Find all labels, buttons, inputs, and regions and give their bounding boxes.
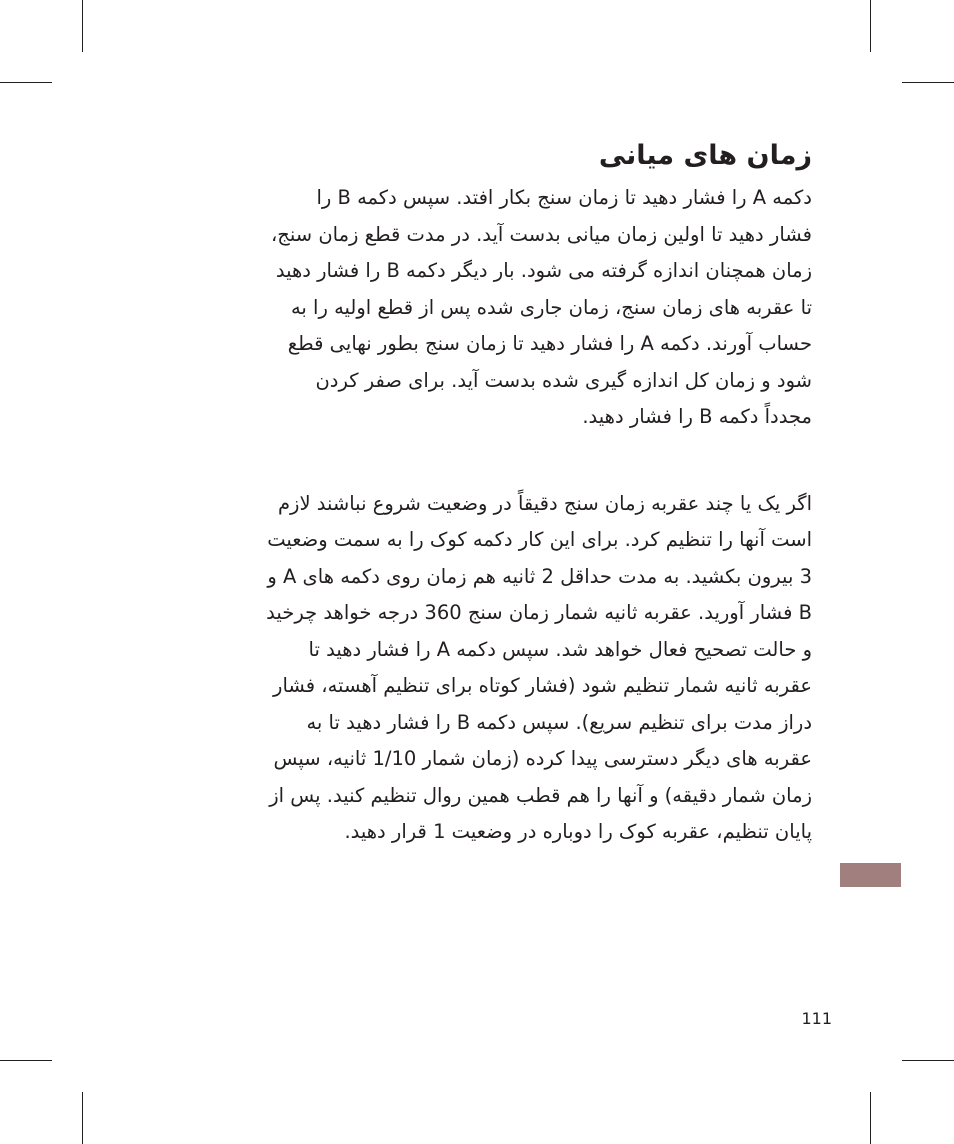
crop-mark-bottom-left-horizontal <box>0 1060 52 1061</box>
text-line: 3 بیرون بکشید. به مدت حداقل 2 ثانیه هم زمان روی دکمه های A و <box>267 564 812 588</box>
text-line: است آنها را تنظیم کرد. برای این کار دکمه کوک را به سمت وضعیت <box>267 528 812 551</box>
page-number: 111 <box>801 1009 832 1028</box>
text-line: مجدداً دکمه B را فشار دهید. <box>582 405 812 428</box>
page-title: زمان های میانی <box>598 140 812 171</box>
crop-mark-top-right-horizontal <box>902 82 954 83</box>
crop-mark-top-left-horizontal <box>0 82 52 83</box>
text-line: پایان تنظیم، عقربه کوک را دوباره در وضعیت 1 قرار دهید. <box>344 820 812 843</box>
paragraph-spacer <box>150 436 812 486</box>
crop-mark-bottom-right-vertical <box>870 1092 871 1144</box>
text-line: زمان همچنان اندازه گرفته می شود. بار دیگر دکمه B را فشار دهید <box>275 259 812 282</box>
paragraph-split-times <box>150 180 812 436</box>
paragraph-hand-adjustment <box>150 486 812 851</box>
text-line: دراز مدت برای تنظیم سریع). سپس دکمه B را فشار دهید تا به <box>306 710 812 734</box>
text-line: شود و زمان کل اندازه گیری شده بدست آید. برای صفر کردن <box>315 368 812 392</box>
crop-mark-top-left-vertical <box>82 0 83 52</box>
section-tab-marker <box>840 863 901 887</box>
text-line: زمان شمار دقیقه) و آنها را هم قطب همین روال تنظیم کنید. پس از <box>269 783 812 807</box>
text-line: اگر یک یا چند عقربه زمان سنج دقیقاً در وضعیت شروع نباشند لازم <box>277 491 812 515</box>
crop-mark-top-right-vertical <box>870 0 871 52</box>
text-line: فشار دهید تا اولین زمان میانی بدست آید. در مدت قطع زمان سنج، <box>271 222 812 246</box>
crop-mark-bottom-left-vertical <box>82 1092 83 1144</box>
page-content <box>150 138 812 851</box>
text-line: تا عقربه های زمان سنج، زمان جاری شده پس از قطع اولیه را به <box>290 295 812 319</box>
crop-mark-bottom-right-horizontal <box>902 1060 954 1061</box>
text-line: و حالت تصحیح فعال خواهد شد. سپس دکمه A را فشار دهید تا <box>308 637 812 661</box>
text-line: B فشار آورید. عقربه ثانیه شمار زمان سنج 360 درجه خواهد چرخید <box>266 601 812 624</box>
text-line: دکمه A را فشار دهید تا زمان سنج بکار افتد. سپس دکمه B را <box>316 186 812 209</box>
text-line: عقربه ثانیه شمار تنظیم شود (فشار کوتاه برای تنظیم آهسته، فشار <box>273 674 812 697</box>
text-line: عقربه های دیگر دسترسی پیدا کرده (زمان شمار 1/10 ثانیه، سپس <box>273 747 812 770</box>
text-line: حساب آورند. دکمه A را فشار دهید تا زمان سنج بطور نهایی قطع <box>287 332 812 355</box>
